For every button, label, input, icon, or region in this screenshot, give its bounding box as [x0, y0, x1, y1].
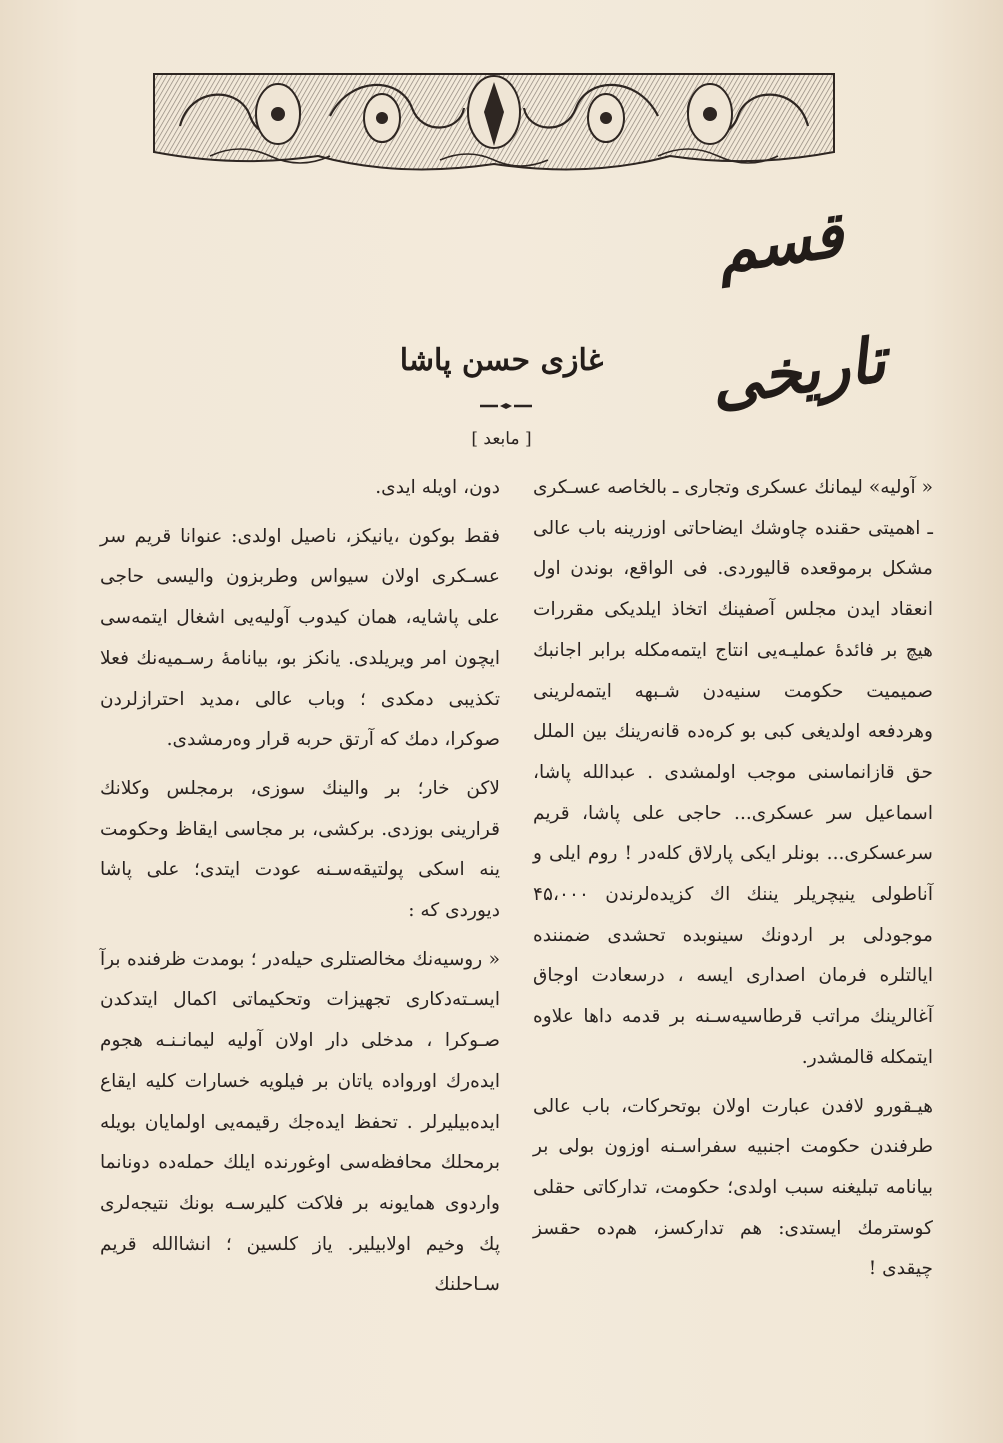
paragraph: دون، اویله ایدی.	[375, 477, 500, 498]
title-rule-icon	[478, 402, 534, 410]
paragraph: فقط بوکون ،یانیکز، ناصیل اولدی: عنوانا قریم سر عسـکری اولان سیواس وطربزون والیسی حاجی علی پاشایه، همان کیدوب آولیه‌یی اشغال ایتمه‌سی ایچون امر ویریلدی. یانکز بو، بیانامهٔ رسـمیه‌نك فعلا تکذیبی دمکدی ؛ وباب عالی ،مدید احترازلردن صوکرا، دمك که آرتق حربه قرار وه‌رمشدی.	[100, 525, 500, 751]
section-heading: قسم تاریخی	[706, 197, 890, 420]
paragraph: « روسیه‌نك مخالصتلری حیله‌در ؛ بومدت ظرفنده برآ ایسـته‌دکاری تجهیزات وتحکیماتی اکمال ایتدکدن صـوکرا ، مدخلی دار اولان آولیه لیمانـنـه هجوم ایده‌رك اورواده یاتان بر فیلویه خسارات کلیه ایقاع ایده‌بیلیرلر . تحفظ ایده‌جك رقیمه‌یی اولمایان بویله برمحلك محافظه‌سی اوغورنده ایلك حمله‌ده دونانما واردوی همایونه بر فلاکت کلیرسـه بونك نتیجه‌لری پك وخیم اولابیلیر. یاز کلسین ؛ انشاالله قریم سـاحلنك	[100, 948, 500, 1296]
paragraph: لاکن خار؛ بر والینك سوزی، برمجلس وکلانك قرارینی بوزدی. برکشی، بر مجاسی ایقاظ وحکومت ینه اسکی پولتیقه‌سـنه عودت ایتدی؛ علی پاشا دیوردی که :	[100, 777, 500, 922]
paragraph: هیـقورو لافدن عبارت اولان بوتحرکات، باب عالی طرفندن حکومت اجنبیه سفراسـنه اوزون بولی بر بیانامه تبلیغنه سبب اولدی؛ حکومت، تدارکاتی حقلی کوسترمك ایستدی: هم تدارکسز، هم‌ده حقسز چیقدی !	[533, 1095, 933, 1280]
ornament-banner-icon	[150, 56, 838, 180]
text-column-right	[533, 468, 933, 1388]
article-title: غازی حسن پاشا	[399, 343, 604, 378]
continued-note: [ مابعد ]	[471, 429, 532, 449]
text-column-left	[100, 468, 500, 1388]
paragraph: « آولیه» لیمانك عسكری وتجاری ـ بالخاصه عسـكری ـ اهمیتی حقنده چاوشك ایضاحاتی اوزرینه باب عالی مشکل برموقعده قالیوردی. فی الواقع، بوندن اول انعقاد ایدن مجلس آصفینك اتخاذ ایلدیکی مقررات هیچ بر فائدهٔ عملیـه‌یی انتاج ایتمه‌مکله برابر اجانبك صمیمیت حکومت سنیه‌دن شـبهه ایتمه‌لرینی وهردفعه اولدیغی کبی بو کره‌ده قانه‌رینك بین الملل حق قازانماسنی موجب اولمشدی . عبدالله پاشا، اسماعیل سر عسکری... حاجی علی پاشا، قریم سرعسکری... بونلر ایکی پارلاق کله‌در ! روم ایلی و آناطولی ینیچریلر یننك اك کزیده‌لرندن ۴۵،۰۰۰ موجودلی بر اردونك سینوبده تحشدی ضمننده ایالتلره فرمان اصداری ایسه ، درسعادت اوجاق آغالرینك مراتب قرطاسیه‌سـنه بر قدمه داها علاوه ایتمکله قالمشدر.	[533, 477, 933, 1068]
